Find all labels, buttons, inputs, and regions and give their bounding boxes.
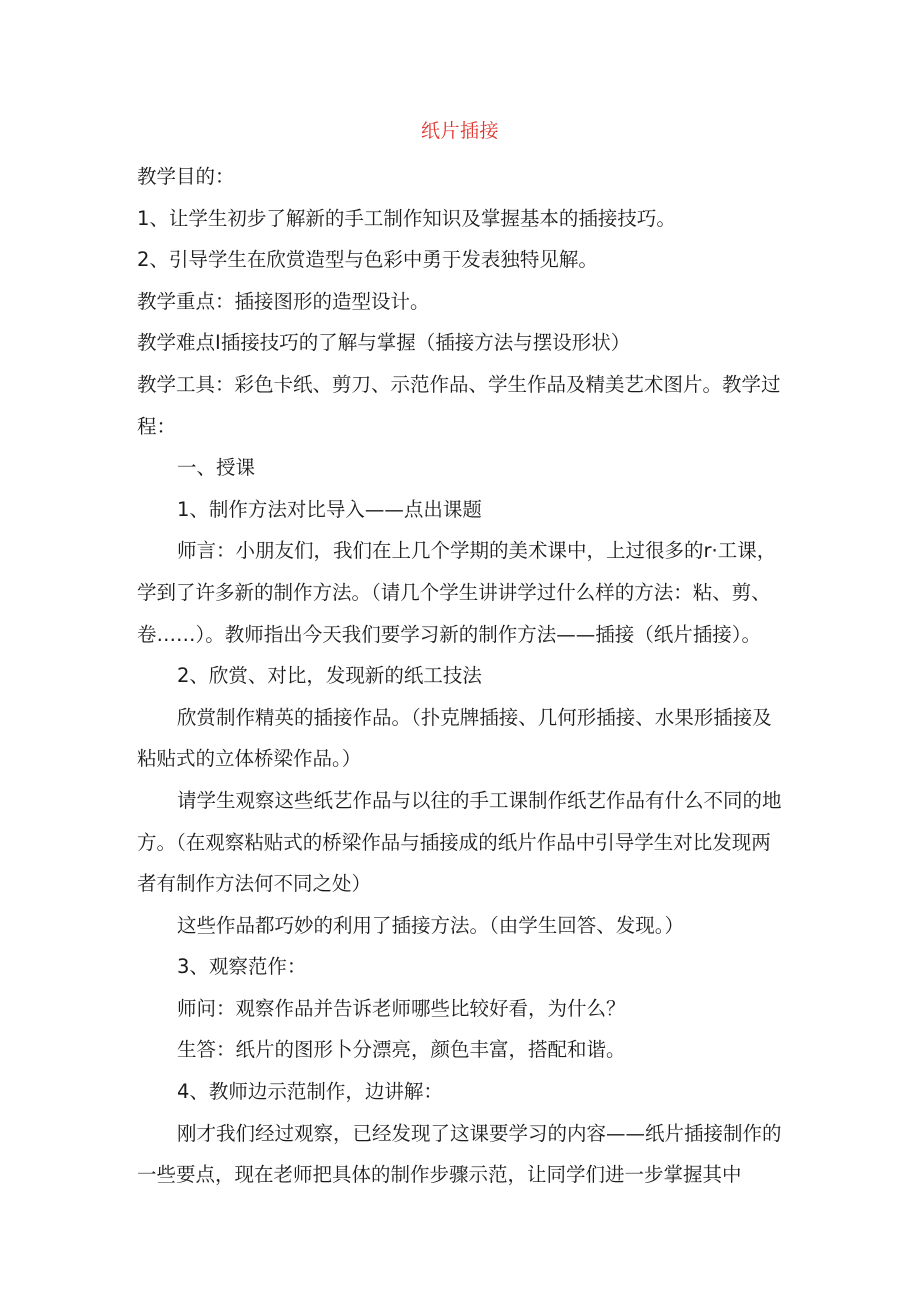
- paragraph: 2、引导学生在欣赏造型与色彩中勇于发表独特见解。: [137, 248, 598, 272]
- paragraph: 刚才我们经过观察，已经发现了这课要学习的内容——纸片插接制作的一些要点，现在老师把具体的制作步骤示范，让同学们进一步掌握其中: [137, 1121, 782, 1187]
- paragraph: 1、制作方法对比导入——点出课题: [177, 497, 482, 521]
- document-body: [137, 156, 787, 1196]
- paragraph: 欣赏制作精英的插接作品。（扑克牌插接、几何形插接、水果形插接及粘贴式的立体桥梁作品。）: [137, 705, 772, 771]
- paragraph: 请学生观察这些纸艺作品与以往的手工课制作纸艺作品有什么不同的地方。（在观察粘贴式的桥梁作品与插接成的纸片作品中引导学生对比发现两者有制作方法何不同之处）: [137, 788, 782, 896]
- paragraph: 教学难点I插接技巧的了解与掌握（插接方法与摆设形状）: [137, 331, 631, 355]
- document-title: 纸片插接: [420, 120, 499, 142]
- paragraph: 这些作品都巧妙的利用了插接方法。（由学生回答、发现。）: [177, 913, 685, 937]
- paragraph: 4、教师边示范制作，边讲解：: [177, 1080, 443, 1104]
- paragraph: 教学重点：插接图形的造型设计。: [137, 289, 430, 313]
- paragraph: 教学工具：彩色卡纸、剪刀、示范作品、学生作品及精美艺术图片。教学过程：: [137, 372, 781, 438]
- paragraph: 师言：小朋友们，我们在上几个学期的美术课中，上过很多的r·工课，学到了许多新的制作方法。（请几个学生讲讲学过什么样的方法：粘、剪、卷……）。教师指出今天我们要学习新的制作方法——插接（纸片插接）。: [137, 539, 777, 646]
- paragraph: 3、观察范作：: [177, 955, 307, 979]
- paragraph: 教学目的：: [137, 165, 235, 188]
- paragraph: 生答：纸片的图形卜分漂亮，颜色丰富，搭配和谐。: [177, 1038, 626, 1062]
- paragraph: 师问：观察作品并告诉老师哪些比较好看，为什么？: [177, 996, 626, 1020]
- paragraph: 一、授课: [177, 456, 256, 480]
- paragraph: 1、让学生初步了解新的手工制作知识及掌握基本的插接技巧。: [137, 206, 676, 230]
- paragraph: 2、欣赏、对比，发现新的纸工技法: [177, 664, 482, 688]
